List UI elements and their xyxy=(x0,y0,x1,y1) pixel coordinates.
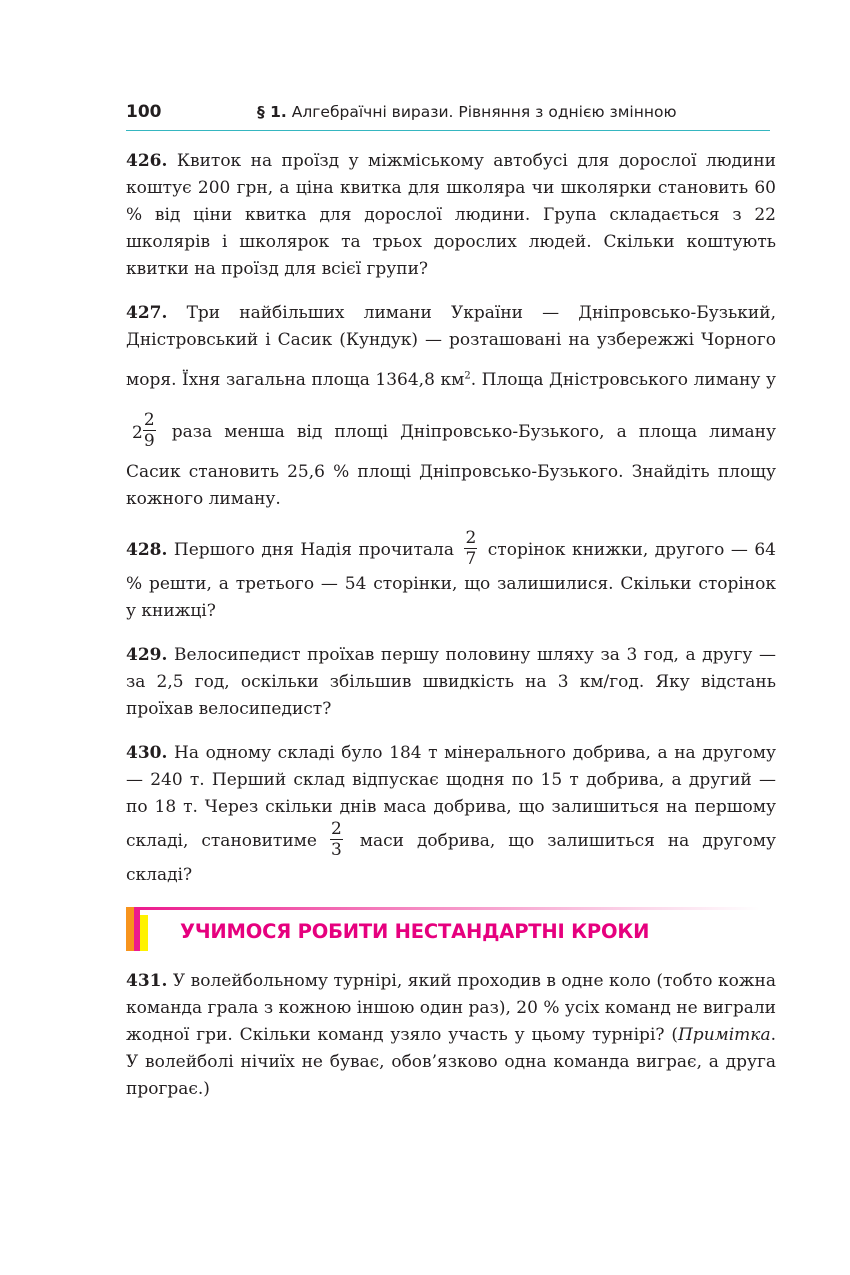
problem-number: 428. xyxy=(126,539,168,560)
problem-text: Велосипедист проїхав першу половину шляху за 3 год, а другу — за 2,5 год, оскільки збільшив швидкість на 3 км/год. Яку відстань проїхав велосипедист? xyxy=(126,644,776,719)
problem-428 xyxy=(126,527,776,625)
problem-text: У волейбольному турнірі, який проходив в одне коло (тобто кожна команда грала з кожною іншою один раз), 20 % усіх команд не виграли жодної гри. Скільки команд узяло участь у цьому турнірі? ( xyxy=(126,970,776,1045)
fraction-denominator: 7 xyxy=(465,548,477,569)
page-number: 100 xyxy=(126,102,162,122)
page-content xyxy=(126,148,776,1111)
fraction xyxy=(143,410,156,451)
banner-rule xyxy=(140,907,760,910)
section-banner xyxy=(126,907,776,951)
problem-431 xyxy=(126,968,776,1103)
superscript-2: 2 xyxy=(464,370,471,382)
fraction xyxy=(330,819,343,860)
period: . xyxy=(470,370,477,390)
problem-text: раза менша від площі Дніпровсько-Бузького, а площа лиману Сасик становить 25,6 % площі Дніпровсько-Бузького. Знайдіть площу кожного лиману. xyxy=(126,422,776,509)
banner-accent-orange xyxy=(126,907,134,951)
problem-text: Першого дня Надія прочитала xyxy=(173,539,454,560)
fraction xyxy=(464,528,477,569)
fraction-numerator: 2 xyxy=(330,818,342,839)
fraction-denominator: 9 xyxy=(143,431,155,451)
section-label: § 1. xyxy=(257,103,287,121)
problem-number: 427. xyxy=(126,303,168,323)
section-title: Алгебраїчні вирази. Рівняння з однією змінною xyxy=(291,103,677,121)
problem-text: На одному складі було 184 т мінерального добрива, а на другому — 240 т. Перший склад відпускає щодня по 15 т добрива, а другий — по 18 т. Через скільки днів маса добрива, що залишиться на першому складі, становитиме xyxy=(126,742,777,851)
fraction-numerator: 2 xyxy=(465,527,477,548)
problem-number: 426. xyxy=(126,151,168,171)
problem-text: Площа Дністровського лиману у xyxy=(481,370,776,390)
section-heading: УЧИМОСЯ РОБИТИ НЕСТАНДАРТНІ КРОКИ xyxy=(180,919,650,943)
problem-430 xyxy=(126,740,776,889)
banner-accent-yellow xyxy=(140,915,148,951)
problem-number: 430. xyxy=(126,742,168,763)
problem-number: 429. xyxy=(126,644,168,665)
problem-text: Квиток на проїзд у міжміському автобусі для дорослої людини коштує 200 грн, а ціна квитка для школяра чи школярки становить 60 % від ціни квитка для дорослої людини. Група складається з 22 школярів і школярок та трьох дорослих людей. Скільки коштують квитки на проїзд для всієї групи? xyxy=(126,151,777,279)
problem-429 xyxy=(126,642,776,723)
running-head xyxy=(257,103,677,121)
fraction-denominator: 3 xyxy=(330,839,342,860)
mixed-number-whole: 2 xyxy=(132,422,143,443)
problem-text: Три найбільших лимани України — Дніпровсько-Бузький, Дністровський і Сасик (Кундук) — розташовані на узбережжі Чорного моря. Їхня загальна площа 1364,8 км xyxy=(126,303,776,390)
fraction-numerator: 2 xyxy=(143,410,155,430)
note-label: Примітка xyxy=(677,1024,771,1045)
problem-text: маси добрива, що залишиться на другому складі? xyxy=(126,830,777,885)
problem-text: . У волейболі нічиїх не буває, обов’язково одна команда виграє, а друга програє.) xyxy=(126,1024,776,1099)
problem-number: 431. xyxy=(126,970,168,991)
problem-427 xyxy=(126,300,776,513)
problem-426 xyxy=(126,148,776,283)
page-header xyxy=(126,100,770,131)
problem-text: сторінок книжки, другого — 64 % решти, а третього — 54 сторінки, що залишилися. Скільки сторінок у книжці? xyxy=(126,539,776,621)
